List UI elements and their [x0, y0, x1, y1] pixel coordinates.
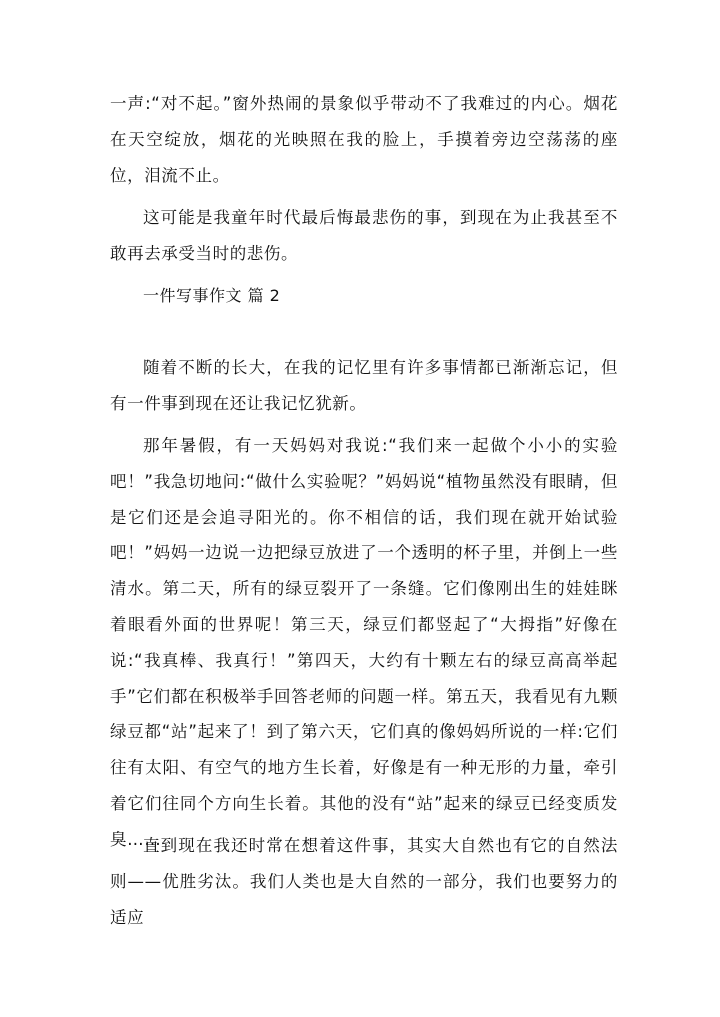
paragraph-growing-up: 随着不断的长大，在我的记忆里有许多事情都已渐渐忘记，但有一件事到现在还让我记忆犹新。 — [110, 358, 618, 413]
paragraph-apology: 一声:“对不起。”窗外热闹的景象似乎带动不了我难过的内心。烟花在天空绽放，烟花的光映照在我的脸上，手摸着旁边空荡荡的座位，泪流不止。 — [110, 94, 618, 185]
paragraph-regret: 这可能是我童年时代最后悔最悲伤的事，到现在为止我甚至不敢再去承受当时的悲伤。 — [110, 208, 618, 263]
section-heading: 一件写事作文 篇 2 — [143, 286, 281, 305]
paragraph-conclusion: 直到现在我还时常在想着这件事，其实大自然也有它的自然法则——优胜劣汰。我们人类也是大自然的一部分，我们也要努力的适应 — [110, 836, 618, 927]
paragraph-bean-experiment: 那年暑假，有一天妈妈对我说:“我们来一起做个小小的实验吧！”我急切地问:“做什么实验呢？”妈妈说“植物虽然没有眼睛，但是它们还是会追寻阳光的。你不相信的话，我们现在就开始试验吧！”妈妈一边说一边把绿豆放进了一个透明的杯子里，并倒上一些清水。第二天，所有的绿豆裂开了一条缝。它们像刚出生的娃娃眯着眼看外面的世界呢！第三天，绿豆们都竖起了“大拇指”好像在说:“我真棒、我真行！”第四天，大约有十颗左右的绿豆高高举起手”它们都在积极举手回答老师的问题一样。第五天，我看见有九颗绿豆都“站”起来了！到了第六天，它们真的像妈妈所说的一样:它们往有太阳、有空气的地方生长着，好像是有一种无形的力量，牵引着它们往同个方向生长着。其他的没有“站”起来的绿豆已经变质发臭…… — [110, 436, 618, 849]
